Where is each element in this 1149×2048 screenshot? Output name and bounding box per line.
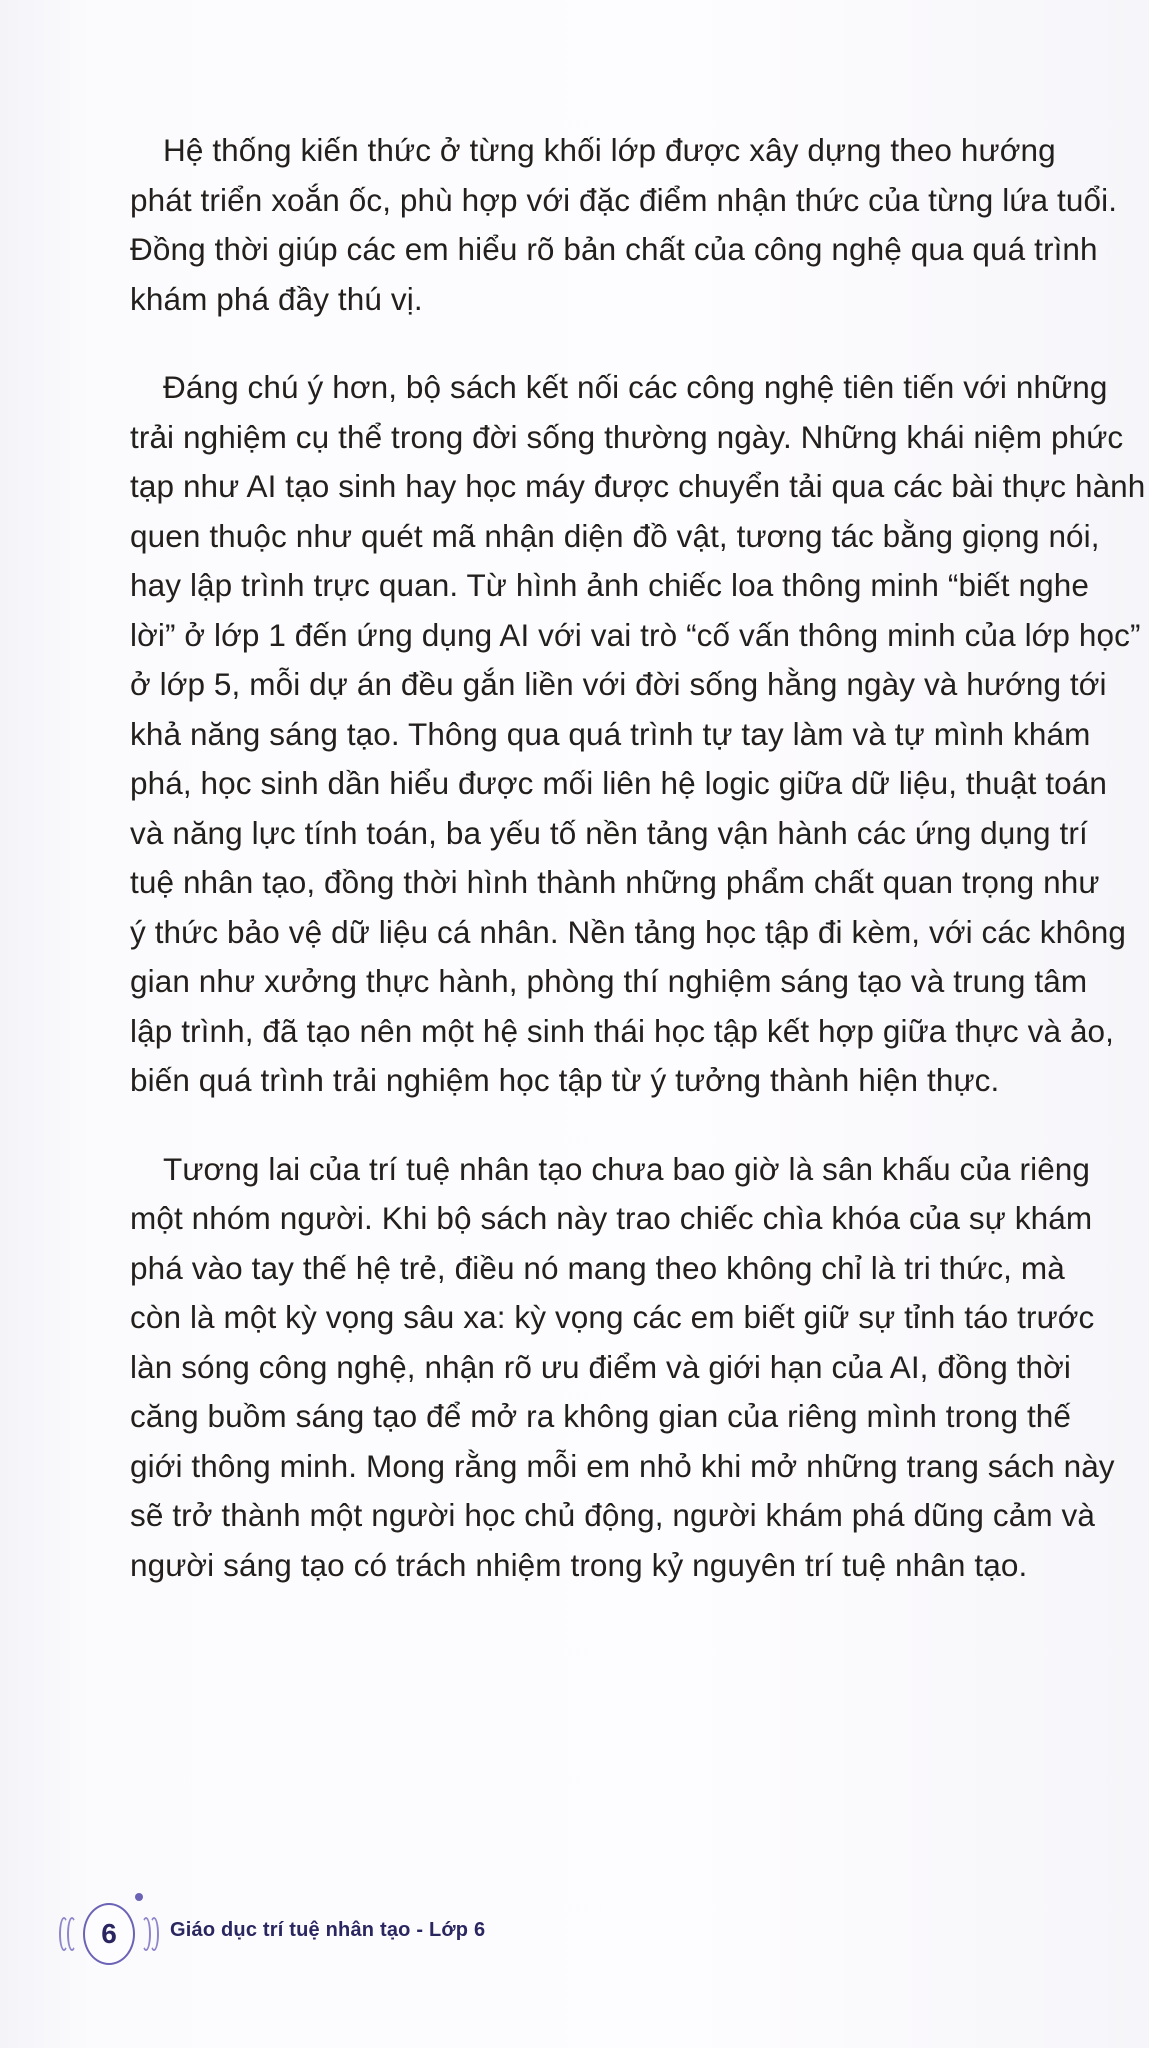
text-line: người sáng tạo có trách nhiệm trong kỷ nguyên trí tuệ nhân tạo.: [130, 1546, 1028, 1583]
text-line: khả năng sáng tạo. Thông qua quá trình tự tay làm và tự mình khám: [130, 715, 1091, 752]
text-line: căng buồm sáng tạo để mở ra không gian của riêng mình trong thế: [130, 1398, 1072, 1434]
decorative-arc-icon: [67, 1917, 77, 1951]
page-number-badge: [83, 1903, 135, 1965]
text-line: và năng lực tính toán, ba yếu tố nền tảng vận hành các ứng dụng trí: [130, 814, 1088, 851]
text-line: ở lớp 5, mỗi dự án đều gắn liền với đời sống hằng ngày và hướng tới: [130, 666, 1107, 702]
text-line: biến quá trình trải nghiệm học tập từ ý tưởng thành hiện thực.: [130, 1062, 1000, 1098]
text-line: quen thuộc như quét mã nhận diện đồ vật, tương tác bằng giọng nói,: [130, 517, 1100, 554]
text-line: phá vào tay thế hệ trẻ, điều nó mang theo không chỉ là tri thức, mà: [130, 1249, 1065, 1286]
text-line: làn sóng công nghệ, nhận rõ ưu điểm và giới hạn của AI, đồng thời: [130, 1348, 1072, 1385]
text-line: Đáng chú ý hơn, bộ sách kết nối các công nghệ tiên tiến với những: [163, 369, 1108, 405]
decorative-arc-icon: [149, 1917, 159, 1951]
page-number: 6: [101, 1918, 117, 1949]
book-title: Giáo dục trí tuệ nhân tạo - Lớp 6: [170, 1919, 486, 1941]
text-line: còn là một kỳ vọng sâu xa: kỳ vọng các em biết giữ sự tỉnh táo trước: [130, 1299, 1095, 1335]
text-line: hay lập trình trực quan. Từ hình ảnh chiếc loa thông minh “biết nghe: [130, 567, 1089, 603]
text-line: phá, học sinh dần hiểu được mối liên hệ logic giữa dữ liệu, thuật toán: [130, 765, 1108, 801]
text-line: giới thông minh. Mong rằng mỗi em nhỏ khi mở những trang sách này: [130, 1447, 1115, 1484]
paragraph-2: [130, 363, 1146, 1106]
text-line: ý thức bảo vệ dữ liệu cá nhân. Nền tảng học tập đi kèm, với các không: [130, 913, 1127, 950]
dot-icon: [135, 1893, 143, 1901]
text-line: phát triển xoắn ốc, phù hợp với đặc điểm nhận thức của từng lứa tuổi.: [130, 181, 1118, 218]
text-line: trải nghiệm cụ thể trong đời sống thường ngày. Những khái niệm phức: [130, 418, 1124, 455]
body-text: [130, 126, 1146, 1629]
page-footer: [55, 1895, 555, 1975]
paragraph-3: [130, 1145, 1115, 1591]
text-line: gian như xưởng thực hành, phòng thí nghiệm sáng tạo và trung tâm: [130, 963, 1088, 999]
text-line: khám phá đầy thú vị.: [130, 280, 423, 317]
text-line: tuệ nhân tạo, đồng thời hình thành những phẩm chất quan trọng như: [130, 864, 1100, 900]
text-line: Tương lai của trí tuệ nhân tạo chưa bao giờ là sân khấu của riêng: [163, 1150, 1091, 1187]
text-line: lập trình, đã tạo nên một hệ sinh thái học tập kết hợp giữa thực và ảo,: [130, 1012, 1115, 1049]
text-line: một nhóm người. Khi bộ sách này trao chiếc chìa khóa của sự khám: [130, 1200, 1093, 1236]
paragraph-1: [130, 126, 1118, 324]
text-line: Hệ thống kiến thức ở từng khối lớp được xây dựng theo hướng: [163, 132, 1056, 168]
text-line: sẽ trở thành một người học chủ động, người khám phá dũng cảm và: [130, 1497, 1095, 1533]
text-line: Đồng thời giúp các em hiểu rõ bản chất của công nghệ qua quá trình: [130, 231, 1098, 267]
text-line: lời” ở lớp 1 đến ứng dụng AI với vai trò “cố vấn thông minh của lớp học”: [130, 616, 1141, 653]
text-line: tạp như AI tạo sinh hay học máy được chuyển tải qua các bài thực hành: [130, 468, 1146, 504]
